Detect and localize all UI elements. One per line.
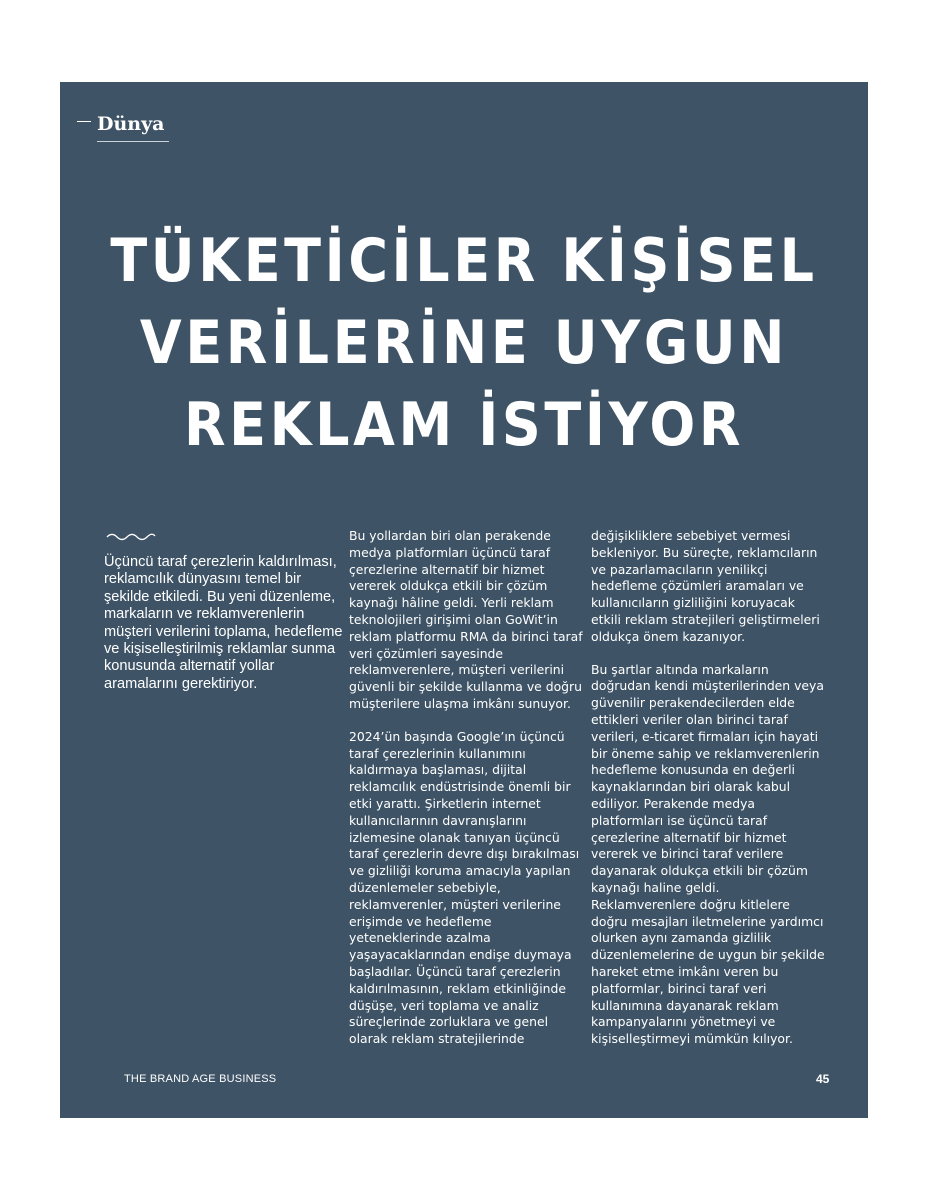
headline-line-1: TÜKETİCİLER KİŞİSEL [110,226,818,296]
body-paragraph: 2024’ün başında Google’ın üçüncü taraf çerezlerinin kullanımını kaldırmaya başlaması, dijital reklamcılık endüstrisinde önemli bir etki yarattı. Şirketlerin internet kullanıcılarının davranışlarını izlemesine olanak tanıyan üçüncü taraf çerezlerin devre dışı bırakılması ve gizliliği koruma amacıyla yapılan düzenlemeler sebebiyle, reklamverenler, müşteri verilerine erişimde ve hedefleme yeteneklerinde azalma yaşayacaklarından endişe duymaya başladılar. Üçüncü taraf çerezlerin kaldırılmasının, reklam etkinliğinde düşüşe, veri toplama ve analiz süreçlerinde zorluklara ve genel olarak reklam stratejilerinde [349,728,580,1047]
article-headline [100,220,827,466]
article-lead: Üçüncü taraf çerezlerin kaldırılması, reklamcılık dünyasını temel bir şekilde etkiledi. Bu yeni düzenleme, markaların ve reklamverenlerin müşteri verilerini toplama, hedefleme ve kişiselleştirilmiş reklamlar sunma konusunda alternatif yollar aramalarını gerektiriyor. [104,554,343,692]
headline-line-3: REKLAM İSTİYOR [183,390,745,460]
footer-brand: THE BRAND AGE BUSINESS [124,1073,277,1085]
page-number: 45 [816,1072,830,1086]
section-dash [77,121,91,122]
headline-line-2: VERİLERİNE UYGUN [139,308,789,378]
body-paragraph: Bu yollardan biri olan perakende medya platformları üçüncü taraf çerezlerine alternatif bir hizmet vererek oldukça etkili bir çözüm kaynağı hâline geldi. Yerli reklam teknolojileri girişimi olan GoWit’in reklam platformu RMA da birinci taraf veri çözümleri sayesinde reklamverenlere, müşteri verilerini güvenli bir şekilde kullanma ve doğru müşterilere ulaşma imkânı sunuyor. [349,528,583,711]
section-underline [97,141,169,142]
wave-ornament-icon [106,531,156,541]
body-column-1 [349,528,585,1064]
body-column-2 [591,528,827,1064]
section-label: Dünya [97,113,165,135]
body-paragraph: Bu şartlar altında markaların doğrudan kendi müşterilerinden veya güvenilir perakendecilerden elde ettikleri veriler olan birinci taraf verileri, e-ticaret firmaları için hayati bir öneme sahip ve reklamverenlerin hedefleme konusunda en değerli kaynaklarından biri olarak kabul ediliyor. Perakende medya platformları ise üçüncü taraf çerezlerine alternatif bir hizmet vererek ve birinci taraf verilere dayanarak oldukça etkili bir çözüm kaynağı haline geldi. Reklamverenlere doğru kitlelere doğru mesajları iletmelerine yardımcı olurken aynı zamanda gizlilik düzenlemelerine de uygun bir şekilde hareket etme imkânı veren bu platformlar, birinci taraf veri kullanımına dayanarak reklam kampanyalarını yönetmeyi ve kişiselleştirmeyi mümkün kılıyor. [591,661,825,1047]
body-paragraph: değişikliklere sebebiyet vermesi bekleniyor. Bu süreçte, reklamcıların ve pazarlamacıların yenilikçi hedefleme çözümleri aramaları ve kullanıcıların gizliliğini koruyacak etkili reklam stratejileri geliştirmeleri oldukça önem kazanıyor. [591,528,820,644]
article-panel [60,82,868,1118]
